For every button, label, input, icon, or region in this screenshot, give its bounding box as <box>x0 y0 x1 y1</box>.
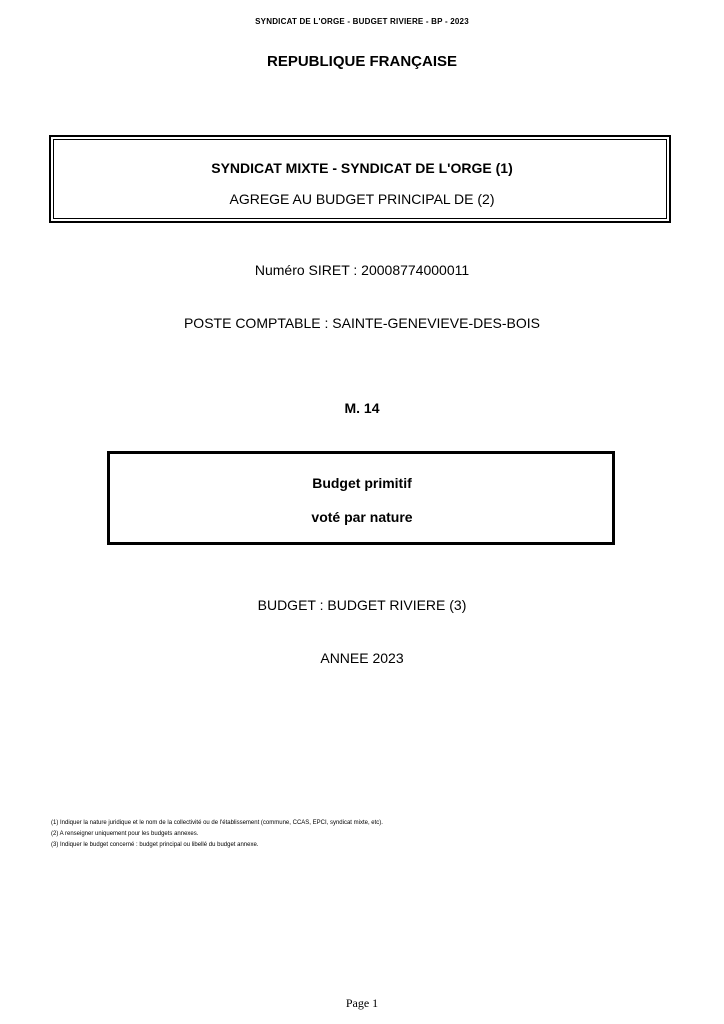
poste-comptable: POSTE COMPTABLE : SAINTE-GENEVIEVE-DES-BOIS <box>183 315 541 331</box>
budget-name: BUDGET : BUDGET RIVIERE (3) <box>257 597 467 613</box>
footnote-1: (1) Indiquer la nature juridique et le nom de la collectivité ou de l'établissement (commune, CCAS, EPCI, syndicat mixte, etc). <box>51 820 383 826</box>
footnotes <box>51 818 383 851</box>
entity-box <box>49 135 671 223</box>
budget-type-line2: voté par nature <box>311 509 413 525</box>
republique-heading: REPUBLIQUE FRANÇAISE <box>266 53 457 70</box>
budget-type-line1: Budget primitif <box>312 475 412 491</box>
entity-title: SYNDICAT MIXTE - SYNDICAT DE L'ORGE (1) <box>211 160 513 176</box>
entity-subtitle: AGREGE AU BUDGET PRINCIPAL DE (2) <box>229 191 495 207</box>
footnote-2: (2) A renseigner uniquement pour les budgets annexes. <box>51 831 199 837</box>
footnote-3: (3) Indiquer le budget concerné : budget principal ou libellé du budget annexe. <box>51 842 259 848</box>
page-number: Page 1 <box>345 996 379 1010</box>
running-header: SYNDICAT DE L'ORGE - BUDGET RIVIERE - BP - 2023 <box>255 17 469 26</box>
siret-number: Numéro SIRET : 20008774000011 <box>254 262 470 278</box>
nomenclature-label: M. 14 <box>344 400 380 416</box>
budget-year: ANNEE 2023 <box>320 650 404 666</box>
entity-box-inner-border <box>53 139 667 219</box>
budget-type-box <box>107 451 615 545</box>
